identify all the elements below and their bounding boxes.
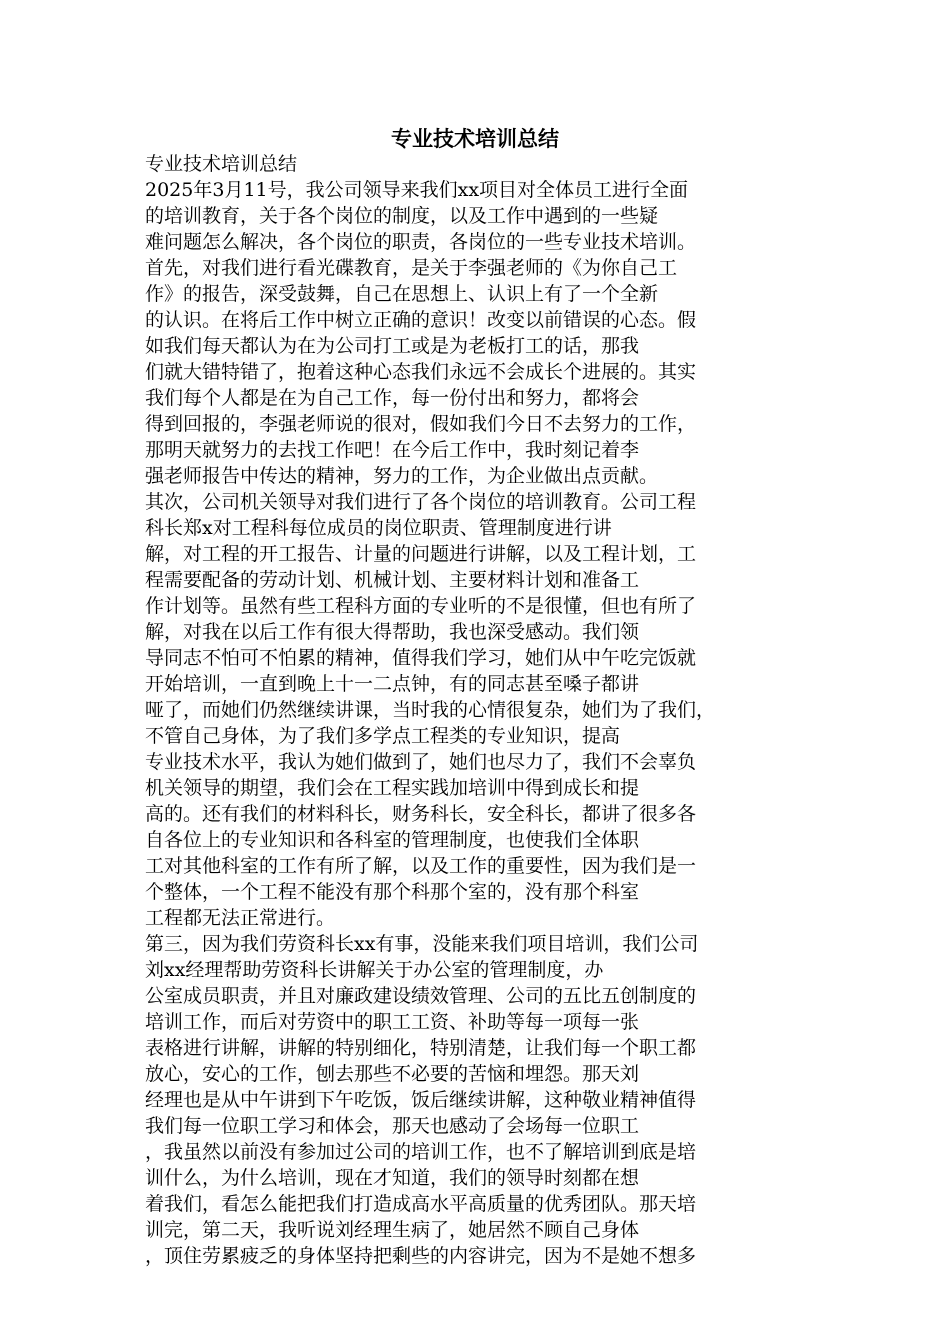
body-text-line: 第三，因为我们劳资科长xx有事，没能来我们项目培训，我们公司 xyxy=(145,933,699,955)
body-text-line: 哑了，而她们仍然继续讲课，当时我的心情很复杂，她们为了我们， xyxy=(145,699,716,721)
body-text-line: 不管自己身体，为了我们多学点工程类的专业知识，提高 xyxy=(145,725,621,747)
body-text-line: 工对其他科室的工作有所了解，以及工作的重要性，因为我们是一 xyxy=(145,855,697,877)
body-text-line: 科长郑x对工程科每位成员的岗位职责、管理制度进行讲 xyxy=(145,517,612,539)
body-text-line: ，顶住劳累疲乏的身体坚持把剩些的内容讲完，因为不是她不想多 xyxy=(145,1245,697,1267)
body-text-line: 如我们每天都认为在为公司打工或是为老板打工的话，那我 xyxy=(145,335,640,357)
body-text-line: 机关领导的期望，我们会在工程实践加培训中得到成长和提 xyxy=(145,777,640,799)
body-text-line: 2025年3月11号，我公司领导来我们xx项目对全体员工进行全面 xyxy=(145,179,689,201)
body-text-line: 我们每个人都是在为自己工作，每一份付出和努力，都将会 xyxy=(145,387,640,409)
body-text-line: 我们每一位职工学习和体会，那天也感动了会场每一位职工 xyxy=(145,1115,640,1137)
body-text-line: ，我虽然以前没有参加过公司的培训工作，也不了解培训到底是培 xyxy=(145,1141,697,1163)
body-text-line: 强老师报告中传达的精神，努力的工作，为企业做出点贡献。 xyxy=(145,465,659,487)
body-text-line: 专业技术水平，我认为她们做到了，她们也尽力了，我们不会辜负 xyxy=(145,751,697,773)
body-text-line: 导同志不怕可不怕累的精神，值得我们学习，她们从中午吃完饭就 xyxy=(145,647,697,669)
body-text-line: 难问题怎么解决，各个岗位的职责，各岗位的一些专业技术培训。 xyxy=(145,231,697,253)
body-text-line: 自各位上的专业知识和各科室的管理制度，也使我们全体职 xyxy=(145,829,640,851)
body-text-line: 个整体，一个工程不能没有那个科那个室的，没有那个科室 xyxy=(145,881,640,903)
body-text-line: 训完，第二天，我听说刘经理生病了，她居然不顾自己身体 xyxy=(145,1219,640,1241)
body-text-line: 作计划等。虽然有些工程科方面的专业听的不是很懂，但也有所了 xyxy=(145,595,697,617)
document-title: 专业技术培训总结 xyxy=(391,126,559,151)
body-text-line: 解，对我在以后工作有很大得帮助，我也深受感动。我们领 xyxy=(145,621,640,643)
body-text-line: 程需要配备的劳动计划、机械计划、主要材料计划和准备工 xyxy=(145,569,640,591)
body-text-line: 经理也是从中午讲到下午吃饭，饭后继续讲解，这种敬业精神值得 xyxy=(145,1089,697,1111)
body-text-line: 工程都无法正常进行。 xyxy=(145,907,336,929)
body-text-line: 得到回报的，李强老师说的很对，假如我们今日不去努力的工作， xyxy=(145,413,697,435)
body-text-line: 首先，对我们进行看光碟教育，是关于李强老师的《为你自己工 xyxy=(145,257,678,279)
body-text-line: 高的。还有我们的材料科长，财务科长，安全科长，都讲了很多各 xyxy=(145,803,697,825)
body-text-line: 训什么，为什么培训，现在才知道，我们的领导时刻都在想 xyxy=(145,1167,640,1189)
body-text-line: 的认识。在将后工作中树立正确的意识！改变以前错误的心态。假 xyxy=(145,309,697,331)
body-text-line: 表格进行讲解，讲解的特别细化，特别清楚，让我们每一个职工都 xyxy=(145,1037,697,1059)
body-text-line: 刘xx经理帮助劳资科长讲解关于办公室的管理制度，办 xyxy=(145,959,604,981)
body-text-line: 那明天就努力的去找工作吧！在今后工作中，我时刻记着李 xyxy=(145,439,640,461)
body-text-line: 其次，公司机关领导对我们进行了各个岗位的培训教育。公司工程 xyxy=(145,491,697,513)
body-text-line: 公室成员职责，并且对廉政建设绩效管理、公司的五比五创制度的 xyxy=(145,985,697,1007)
body-text-line: 专业技术培训总结 xyxy=(145,153,298,175)
body-text-line: 放心，安心的工作，刨去那些不必要的苦恼和埋怨。那天刘 xyxy=(145,1063,640,1085)
body-text-line: 着我们，看怎么能把我们打造成高水平高质量的优秀团队。那天培 xyxy=(145,1193,697,1215)
body-text-line: 解，对工程的开工报告、计量的问题进行讲解，以及工程计划，工 xyxy=(145,543,697,565)
body-text-line: 作》的报告，深受鼓舞，自己在思想上、认识上有了一个全新 xyxy=(145,283,659,305)
body-text-line: 的培训教育，关于各个岗位的制度，以及工作中遇到的一些疑 xyxy=(145,205,659,227)
body-text-line: 们就大错特错了，抱着这种心态我们永远不会成长个进展的。其实 xyxy=(145,361,697,383)
body-text-line: 培训工作，而后对劳资中的职工工资、补助等每一项每一张 xyxy=(145,1011,640,1033)
document-body xyxy=(145,151,805,1269)
body-text-line: 开始培训，一直到晚上十一二点钟，有的同志甚至嗓子都讲 xyxy=(145,673,640,695)
